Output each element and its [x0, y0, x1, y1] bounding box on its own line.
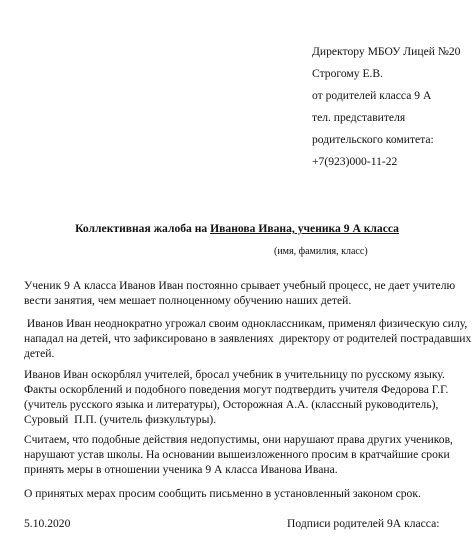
sender-phone: +7(923)000-11-22: [312, 155, 398, 168]
text-line: О принятых мерах просим сообщить письменно в установленный законом срок.: [24, 487, 421, 500]
text-line: Факты оскорблений и подобного поведения могут подтвердить учителя Федорова Г.Г.: [24, 383, 449, 396]
addressee-name: Строгому Е.В.: [312, 67, 384, 80]
text-line: Ученик 9 А класса Иванов Иван постоянно срывает учебный процесс, не дает учителю: [24, 279, 456, 292]
sender-representative: тел. представителя: [312, 111, 406, 124]
text-line: Иванов Иван оскорблял учителей, бросал учебник в учительницу по русскому языку.: [24, 368, 445, 381]
addressee-director: Директору МБОУ Лицей №20: [312, 45, 461, 58]
title-hint: (имя, фамилия, класс): [274, 246, 368, 257]
document-title: [0, 221, 474, 236]
text-line: детей.: [24, 347, 55, 360]
text-line: Суровый П.П. (учитель физкультуры).: [24, 413, 217, 426]
text-line: принять меры в отношении ученика 9 А класса Иванова Ивана.: [24, 463, 338, 476]
text-line: нарушают устав школы. На основании вышеизложенного просим в кратчайшие сроки: [24, 448, 450, 461]
text-line: Считаем, что подобные действия недопустимы, они нарушают права других учеников,: [24, 433, 453, 446]
title-subject: Иванова Ивана, ученика 9 А класса: [210, 222, 399, 235]
paragraph-4: [24, 432, 468, 477]
document-date: 5.10.2020: [24, 517, 71, 530]
signatures-label: Подписи родителей 9А класса:: [287, 517, 440, 530]
sender-committee: родительского комитета:: [312, 133, 434, 146]
sender-parents: от родителей класса 9 А: [312, 89, 432, 102]
title-prefix: Коллективная жалоба на: [75, 222, 211, 235]
text-line: нападал на детей, что зафиксировано в заявлениях директору от родителей пострадавших: [24, 332, 472, 345]
paragraph-5: [24, 486, 468, 501]
addressee-block: [312, 41, 472, 173]
paragraph-1: [24, 278, 468, 308]
text-line: Иванов Иван неоднократно угрожал своим одноклассникам, применял физическую силу,: [24, 317, 468, 330]
paragraph-2: [24, 316, 472, 361]
paragraph-3: [24, 367, 468, 427]
text-line: вести занятия, чем мешает полноценному обучению наших детей.: [24, 294, 352, 307]
text-line: (учитель русского языка и литературы), Осторожная А.А. (классный руководитель),: [24, 398, 439, 411]
